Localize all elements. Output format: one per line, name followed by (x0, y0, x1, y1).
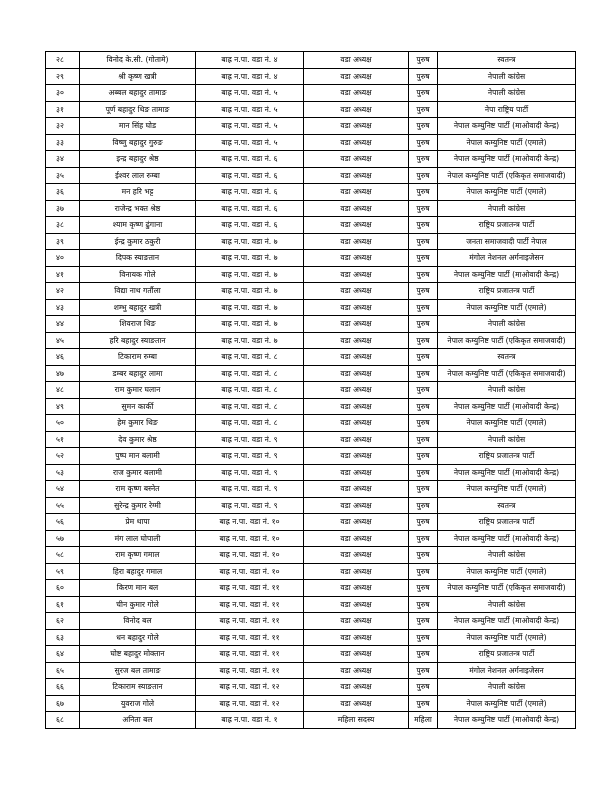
candidate-name-cell: शिवराज थिङ (80, 316, 196, 333)
serial-number-cell: ३८ (46, 217, 80, 234)
post-cell: वडा अध्यक्ष (304, 398, 409, 415)
candidate-name-cell: विनोद बल (80, 613, 196, 630)
table-row (46, 712, 576, 729)
gender-cell: पुरुष (409, 365, 438, 382)
ward-address-cell: बाह्र न.पा. वडा नं. ११ (196, 596, 304, 613)
ward-address-cell: बाह्र न.पा. वडा नं. ६ (196, 200, 304, 217)
post-cell: वडा अध्यक्ष (304, 596, 409, 613)
gender-cell: पुरुष (409, 349, 438, 366)
ward-address-cell: बाह्र न.पा. वडा नं. ८ (196, 382, 304, 399)
serial-number-cell: ४५ (46, 332, 80, 349)
gender-cell: पुरुष (409, 580, 438, 597)
table-row (46, 580, 576, 597)
candidate-name-cell: प्रेम थापा (80, 514, 196, 531)
ward-address-cell: बाह्र न.पा. वडा नं. ५ (196, 101, 304, 118)
post-cell: वडा अध्यक्ष (304, 217, 409, 234)
party-cell: नेपाली कांग्रेस (438, 547, 576, 564)
table-row (46, 662, 576, 679)
party-cell: स्वतन्त्र (438, 52, 576, 69)
post-cell: वडा अध्यक्ष (304, 662, 409, 679)
serial-number-cell: ४८ (46, 382, 80, 399)
party-cell: राष्ट्रिय प्रजातन्त्र पार्टी (438, 448, 576, 465)
candidate-name-cell: सुरज बल तामाङ (80, 662, 196, 679)
table-row (46, 167, 576, 184)
post-cell: वडा अध्यक्ष (304, 563, 409, 580)
ward-address-cell: बाह्र न.पा. वडा नं. ११ (196, 613, 304, 630)
serial-number-cell: ६१ (46, 596, 80, 613)
ward-address-cell: बाह्र न.पा. वडा नं. १० (196, 514, 304, 531)
ward-address-cell: बाह्र न.पा. वडा नं. ८ (196, 365, 304, 382)
candidate-name-cell: श्री कृष्ण खत्री (80, 68, 196, 85)
serial-number-cell: ४२ (46, 283, 80, 300)
candidate-name-cell: शम्भु बहादुर खत्री (80, 299, 196, 316)
table-row (46, 233, 576, 250)
gender-cell: पुरुष (409, 52, 438, 69)
ward-address-cell: बाह्र न.पा. वडा नं. १० (196, 563, 304, 580)
gender-cell: पुरुष (409, 217, 438, 234)
table-row (46, 695, 576, 712)
post-cell: वडा अध्यक्ष (304, 365, 409, 382)
party-cell: नेपाली कांग्रेस (438, 200, 576, 217)
party-cell: नेपाल कम्युनिष्ट पार्टी (माओवादी केन्द्र) (438, 613, 576, 630)
serial-number-cell: ३९ (46, 233, 80, 250)
post-cell: वडा अध्यक्ष (304, 85, 409, 102)
gender-cell: पुरुष (409, 530, 438, 547)
serial-number-cell: ६२ (46, 613, 80, 630)
gender-cell: पुरुष (409, 448, 438, 465)
candidate-name-cell: टिकाराम रुम्बा (80, 349, 196, 366)
candidate-name-cell: अब्बल बहादुर तामाङ (80, 85, 196, 102)
candidates-table (45, 51, 576, 729)
post-cell: वडा अध्यक्ष (304, 530, 409, 547)
serial-number-cell: ५९ (46, 563, 80, 580)
gender-cell: पुरुष (409, 167, 438, 184)
gender-cell: पुरुष (409, 431, 438, 448)
gender-cell: महिला (409, 712, 438, 729)
table-row (46, 497, 576, 514)
post-cell: वडा अध्यक्ष (304, 481, 409, 498)
serial-number-cell: ६० (46, 580, 80, 597)
table-row (46, 134, 576, 151)
post-cell: वडा अध्यक्ष (304, 464, 409, 481)
party-cell: नेपाल कम्युनिष्ट पार्टी (एमाले) (438, 629, 576, 646)
candidate-name-cell: राम कृष्ण गमाल (80, 547, 196, 564)
candidate-name-cell: विष्णु बहादुर गुरुङ (80, 134, 196, 151)
gender-cell: पुरुष (409, 101, 438, 118)
candidate-name-cell: टिकाराम स्याङतान (80, 679, 196, 696)
ward-address-cell: बाह्र न.पा. वडा नं. ४ (196, 52, 304, 69)
candidate-name-cell: देव कुमार श्रेष्ठ (80, 431, 196, 448)
table-row (46, 250, 576, 267)
ward-address-cell: बाह्र न.पा. वडा नं. ५ (196, 85, 304, 102)
table-row (46, 514, 576, 531)
party-cell: नेपाल कम्युनिष्ट पार्टी (एकिकृत समाजवादी) (438, 332, 576, 349)
ward-address-cell: बाह्र न.पा. वडा नं. ९ (196, 464, 304, 481)
gender-cell: पुरुष (409, 151, 438, 168)
candidate-name-cell: हेम कुमार थिङ (80, 415, 196, 432)
candidate-name-cell: सुरेन्द्र कुमार रेग्मी (80, 497, 196, 514)
candidate-name-cell: मन हरि भट्ट (80, 184, 196, 201)
ward-address-cell: बाह्र न.पा. वडा नं. ९ (196, 481, 304, 498)
party-cell: राष्ट्रिय प्रजातन्त्र पार्टी (438, 514, 576, 531)
gender-cell: पुरुष (409, 646, 438, 663)
serial-number-cell: ६३ (46, 629, 80, 646)
table-row (46, 382, 576, 399)
candidate-name-cell: विनोद के.सी. (गोतामे) (80, 52, 196, 69)
table-row (46, 200, 576, 217)
gender-cell: पुरुष (409, 200, 438, 217)
party-cell: राष्ट्रिय प्रजातन्त्र पार्टी (438, 217, 576, 234)
party-cell: नेपाली कांग्रेस (438, 596, 576, 613)
gender-cell: पुरुष (409, 629, 438, 646)
serial-number-cell: ६७ (46, 695, 80, 712)
post-cell: वडा अध्यक्ष (304, 514, 409, 531)
gender-cell: पुरुष (409, 497, 438, 514)
table-row (46, 266, 576, 283)
gender-cell: पुरुष (409, 250, 438, 267)
post-cell: वडा अध्यक्ष (304, 101, 409, 118)
table-row (46, 349, 576, 366)
post-cell: वडा अध्यक्ष (304, 431, 409, 448)
ward-address-cell: बाह्र न.पा. वडा नं. ६ (196, 217, 304, 234)
table-row (46, 596, 576, 613)
party-cell: नेपाल कम्युनिष्ट पार्टी (माओवादी केन्द्र) (438, 712, 576, 729)
table-row (46, 679, 576, 696)
ward-address-cell: बाह्र न.पा. वडा नं. ७ (196, 316, 304, 333)
post-cell: वडा अध्यक्ष (304, 250, 409, 267)
party-cell: राष्ट्रिय प्रजातन्त्र पार्टी (438, 646, 576, 663)
party-cell: जनता समाजवादी पार्टी नेपाल (438, 233, 576, 250)
ward-address-cell: बाह्र न.पा. वडा नं. ६ (196, 151, 304, 168)
serial-number-cell: ४४ (46, 316, 80, 333)
ward-address-cell: बाह्र न.पा. वडा नं. ७ (196, 283, 304, 300)
post-cell: वडा अध्यक्ष (304, 679, 409, 696)
candidate-name-cell: मान सिंह घोड (80, 118, 196, 135)
table-row (46, 316, 576, 333)
post-cell: वडा अध्यक्ष (304, 167, 409, 184)
serial-number-cell: ४७ (46, 365, 80, 382)
post-cell: वडा अध्यक्ष (304, 299, 409, 316)
ward-address-cell: बाह्र न.पा. वडा नं. ७ (196, 332, 304, 349)
ward-address-cell: बाह्र न.पा. वडा नं. ११ (196, 629, 304, 646)
serial-number-cell: ४१ (46, 266, 80, 283)
party-cell: नेपाल कम्युनिष्ट पार्टी (माओवादी केन्द्र) (438, 464, 576, 481)
party-cell: नेपाल कम्युनिष्ट पार्टी (एमाले) (438, 134, 576, 151)
gender-cell: पुरुष (409, 85, 438, 102)
serial-number-cell: ५४ (46, 481, 80, 498)
gender-cell: पुरुष (409, 679, 438, 696)
party-cell: स्वतन्त्र (438, 497, 576, 514)
candidate-name-cell: इन्द्र बहादुर श्रेष्ठ (80, 151, 196, 168)
party-cell: नेपाल कम्युनिष्ट पार्टी (एमाले) (438, 299, 576, 316)
post-cell: वडा अध्यक्ष (304, 547, 409, 564)
post-cell: वडा अध्यक्ष (304, 134, 409, 151)
party-cell: नेपाल कम्युनिष्ट पार्टी (एमाले) (438, 415, 576, 432)
gender-cell: पुरुष (409, 118, 438, 135)
table-row (46, 85, 576, 102)
table-row (46, 398, 576, 415)
table-row (46, 52, 576, 69)
serial-number-cell: ४९ (46, 398, 80, 415)
serial-number-cell: ३२ (46, 118, 80, 135)
party-cell: नेपाल कम्युनिष्ट पार्टी (एकिकृत समाजवादी) (438, 365, 576, 382)
gender-cell: पुरुष (409, 134, 438, 151)
table-row (46, 184, 576, 201)
party-cell: नेपा राष्ट्रिय पार्टी (438, 101, 576, 118)
candidate-name-cell: हरि बहादुर स्याङतान (80, 332, 196, 349)
gender-cell: पुरुष (409, 283, 438, 300)
gender-cell: पुरुष (409, 415, 438, 432)
table-row (46, 646, 576, 663)
table-row (46, 530, 576, 547)
candidate-name-cell: राम कुमार घलान (80, 382, 196, 399)
ward-address-cell: बाह्र न.पा. वडा नं. १० (196, 547, 304, 564)
ward-address-cell: बाह्र न.पा. वडा नं. ११ (196, 662, 304, 679)
post-cell: वडा अध्यक्ष (304, 695, 409, 712)
serial-number-cell: ६५ (46, 662, 80, 679)
serial-number-cell: ५६ (46, 514, 80, 531)
post-cell: वडा अध्यक्ष (304, 68, 409, 85)
post-cell: वडा अध्यक्ष (304, 316, 409, 333)
table-row (46, 365, 576, 382)
post-cell: वडा अध्यक्ष (304, 613, 409, 630)
post-cell: वडा अध्यक्ष (304, 382, 409, 399)
candidate-name-cell: मंग लाल घोपाली (80, 530, 196, 547)
serial-number-cell: २९ (46, 68, 80, 85)
table-row (46, 431, 576, 448)
ward-address-cell: बाह्र न.पा. वडा नं. ५ (196, 134, 304, 151)
candidate-name-cell: दिपक स्याङतान (80, 250, 196, 267)
serial-number-cell: ३३ (46, 134, 80, 151)
table-row (46, 217, 576, 234)
ward-address-cell: बाह्र न.पा. वडा नं. ९ (196, 497, 304, 514)
serial-number-cell: ६६ (46, 679, 80, 696)
table-row (46, 101, 576, 118)
gender-cell: पुरुष (409, 382, 438, 399)
party-cell: नेपाल कम्युनिष्ट पार्टी (माओवादी केन्द्र) (438, 151, 576, 168)
gender-cell: पुरुष (409, 596, 438, 613)
serial-number-cell: ४३ (46, 299, 80, 316)
ward-address-cell: बाह्र न.पा. वडा नं. ५ (196, 118, 304, 135)
serial-number-cell: ५० (46, 415, 80, 432)
table-row (46, 613, 576, 630)
party-cell: नेपाली कांग्रेस (438, 68, 576, 85)
ward-address-cell: बाह्र न.पा. वडा नं. ८ (196, 415, 304, 432)
party-cell: नेपाल कम्युनिष्ट पार्टी (एकिकृत समाजवादी) (438, 167, 576, 184)
serial-number-cell: ५८ (46, 547, 80, 564)
candidate-name-cell: विनायक गोले (80, 266, 196, 283)
gender-cell: पुरुष (409, 184, 438, 201)
party-cell: नेपाल कम्युनिष्ट पार्टी (एकिकृत समाजवादी) (438, 580, 576, 597)
candidate-name-cell: राज कुमार बलामी (80, 464, 196, 481)
serial-number-cell: ३५ (46, 167, 80, 184)
post-cell: वडा अध्यक्ष (304, 629, 409, 646)
serial-number-cell: ५५ (46, 497, 80, 514)
gender-cell: पुरुष (409, 547, 438, 564)
post-cell: वडा अध्यक्ष (304, 200, 409, 217)
candidate-name-cell: पुष्प मान बलामी (80, 448, 196, 465)
serial-number-cell: ३७ (46, 200, 80, 217)
serial-number-cell: ६४ (46, 646, 80, 663)
party-cell: नेपाल कम्युनिष्ट पार्टी (माओवादी केन्द्र) (438, 530, 576, 547)
gender-cell: पुरुष (409, 563, 438, 580)
candidate-name-cell: चीन कुमार गोले (80, 596, 196, 613)
gender-cell: पुरुष (409, 266, 438, 283)
post-cell: वडा अध्यक्ष (304, 151, 409, 168)
party-cell: नेपाल कम्युनिष्ट पार्टी (माओवादी केन्द्र) (438, 118, 576, 135)
candidate-name-cell: किरण मान बल (80, 580, 196, 597)
party-cell: मंगोल नेशनल अर्गनाइजेसन (438, 250, 576, 267)
gender-cell: पुरुष (409, 662, 438, 679)
candidate-name-cell: युवराज गोले (80, 695, 196, 712)
table-row (46, 118, 576, 135)
table-row (46, 448, 576, 465)
table-row (46, 415, 576, 432)
candidate-name-cell: पूर्ण बहादुर थिङ तामाङ (80, 101, 196, 118)
candidate-name-cell: ईन्द्र कुमार ठकुरी (80, 233, 196, 250)
table-row (46, 151, 576, 168)
gender-cell: पुरुष (409, 332, 438, 349)
serial-number-cell: ५३ (46, 464, 80, 481)
serial-number-cell: २८ (46, 52, 80, 69)
post-cell: वडा अध्यक्ष (304, 233, 409, 250)
candidate-name-cell: सुमन कार्की (80, 398, 196, 415)
table-row (46, 629, 576, 646)
ward-address-cell: बाह्र न.पा. वडा नं. ८ (196, 398, 304, 415)
party-cell: नेपाली कांग्रेस (438, 85, 576, 102)
serial-number-cell: ३० (46, 85, 80, 102)
table-row (46, 68, 576, 85)
party-cell: नेपाल कम्युनिष्ट पार्टी (माओवादी केन्द्र) (438, 266, 576, 283)
post-cell: वडा अध्यक्ष (304, 580, 409, 597)
post-cell: वडा अध्यक्ष (304, 184, 409, 201)
post-cell: वडा अध्यक्ष (304, 332, 409, 349)
gender-cell: पुरुष (409, 398, 438, 415)
serial-number-cell: ४६ (46, 349, 80, 366)
table-row (46, 283, 576, 300)
ward-address-cell: बाह्र न.पा. वडा नं. ६ (196, 184, 304, 201)
ward-address-cell: बाह्र न.पा. वडा नं. ७ (196, 299, 304, 316)
ward-address-cell: बाह्र न.पा. वडा नं. १२ (196, 679, 304, 696)
party-cell: नेपाली कांग्रेस (438, 382, 576, 399)
candidate-name-cell: विद्या नाथ गर्तौला (80, 283, 196, 300)
gender-cell: पुरुष (409, 514, 438, 531)
serial-number-cell: ३१ (46, 101, 80, 118)
gender-cell: पुरुष (409, 316, 438, 333)
party-cell: नेपाल कम्युनिष्ट पार्टी (एमाले) (438, 184, 576, 201)
candidate-name-cell: घोष्ट बहादुर मोक्तान (80, 646, 196, 663)
table-row (46, 481, 576, 498)
post-cell: वडा अध्यक्ष (304, 266, 409, 283)
party-cell: स्वतन्त्र (438, 349, 576, 366)
ward-address-cell: बाह्र न.पा. वडा नं. १ (196, 712, 304, 729)
candidate-name-cell: अनिता बल (80, 712, 196, 729)
table-row (46, 547, 576, 564)
post-cell: वडा अध्यक्ष (304, 415, 409, 432)
party-cell: नेपाल कम्युनिष्ट पार्टी (एमाले) (438, 695, 576, 712)
table-row (46, 563, 576, 580)
post-cell: वडा अध्यक्ष (304, 497, 409, 514)
serial-number-cell: ३६ (46, 184, 80, 201)
ward-address-cell: बाह्र न.पा. वडा नं. ११ (196, 580, 304, 597)
ward-address-cell: बाह्र न.पा. वडा नं. १० (196, 530, 304, 547)
ward-address-cell: बाह्र न.पा. वडा नं. ९ (196, 431, 304, 448)
ward-address-cell: बाह्र न.पा. वडा नं. ८ (196, 349, 304, 366)
ward-address-cell: बाह्र न.पा. वडा नं. ७ (196, 266, 304, 283)
party-cell: नेपाल कम्युनिष्ट पार्टी (एमाले) (438, 563, 576, 580)
gender-cell: पुरुष (409, 233, 438, 250)
serial-number-cell: ५२ (46, 448, 80, 465)
ward-address-cell: बाह्र न.पा. वडा नं. १२ (196, 695, 304, 712)
ward-address-cell: बाह्र न.पा. वडा नं. ४ (196, 68, 304, 85)
ward-address-cell: बाह्र न.पा. वडा नं. ९ (196, 448, 304, 465)
gender-cell: पुरुष (409, 464, 438, 481)
candidate-name-cell: धन बहादुर गोले (80, 629, 196, 646)
post-cell: वडा अध्यक्ष (304, 448, 409, 465)
candidate-name-cell: डम्बर बहादुर लामा (80, 365, 196, 382)
candidate-name-cell: ईश्वर लाल रुम्बा (80, 167, 196, 184)
party-cell: नेपाल कम्युनिष्ट पार्टी (माओवादी केन्द्र) (438, 398, 576, 415)
post-cell: वडा अध्यक्ष (304, 646, 409, 663)
party-cell: नेपाली कांग्रेस (438, 431, 576, 448)
candidate-name-cell: राम कृष्ण बस्नेत (80, 481, 196, 498)
table-row (46, 332, 576, 349)
party-cell: मंगोल नेशनल अर्गनाइजेसन (438, 662, 576, 679)
party-cell: नेपाली कांग्रेस (438, 679, 576, 696)
candidate-name-cell: राजेन्द्र भक्त श्रेष्ठ (80, 200, 196, 217)
table-row (46, 299, 576, 316)
party-cell: राष्ट्रिय प्रजातन्त्र पार्टी (438, 283, 576, 300)
ward-address-cell: बाह्र न.पा. वडा नं. ७ (196, 250, 304, 267)
post-cell: वडा अध्यक्ष (304, 349, 409, 366)
serial-number-cell: ५७ (46, 530, 80, 547)
post-cell: महिला सदस्य (304, 712, 409, 729)
serial-number-cell: ६८ (46, 712, 80, 729)
ward-address-cell: बाह्र न.पा. वडा नं. ६ (196, 167, 304, 184)
gender-cell: पुरुष (409, 613, 438, 630)
gender-cell: पुरुष (409, 299, 438, 316)
ward-address-cell: बाह्र न.पा. वडा नं. ७ (196, 233, 304, 250)
serial-number-cell: ५१ (46, 431, 80, 448)
serial-number-cell: ४० (46, 250, 80, 267)
post-cell: वडा अध्यक्ष (304, 283, 409, 300)
table-row (46, 464, 576, 481)
gender-cell: पुरुष (409, 695, 438, 712)
serial-number-cell: ३४ (46, 151, 80, 168)
ward-address-cell: बाह्र न.पा. वडा नं. ११ (196, 646, 304, 663)
candidate-name-cell: हिरा बहादुर गमाल (80, 563, 196, 580)
candidate-name-cell: श्याम कृष्ण ढुंगाना (80, 217, 196, 234)
post-cell: वडा अध्यक्ष (304, 118, 409, 135)
party-cell: नेपाली कांग्रेस (438, 316, 576, 333)
gender-cell: पुरुष (409, 68, 438, 85)
post-cell: वडा अध्यक्ष (304, 52, 409, 69)
gender-cell: पुरुष (409, 481, 438, 498)
party-cell: नेपाल कम्युनिष्ट पार्टी (एमाले) (438, 481, 576, 498)
